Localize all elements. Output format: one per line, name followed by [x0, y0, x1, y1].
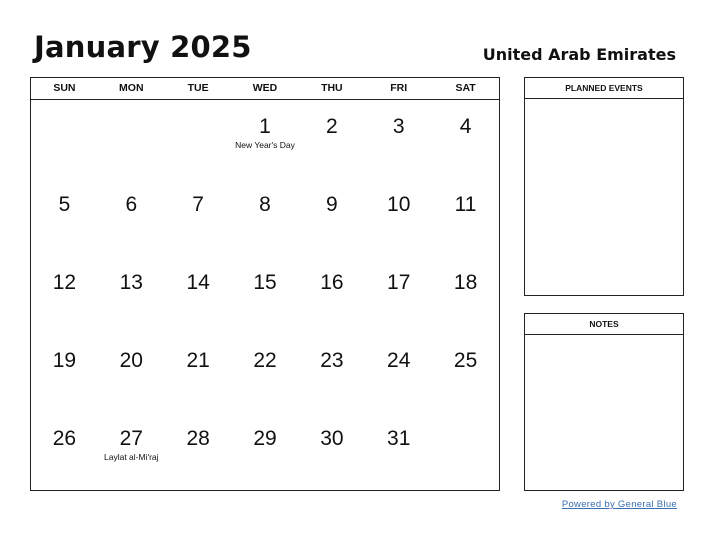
calendar-day-cell — [232, 334, 299, 412]
calendar-day-cell — [98, 256, 165, 334]
calendar-day-cell — [432, 334, 499, 412]
calendar-day-cell — [232, 100, 299, 178]
weekday-fri: FRI — [390, 82, 408, 94]
day-number: 10 — [387, 193, 411, 216]
weekday-tue: TUE — [187, 82, 209, 94]
calendar-day-cell — [365, 178, 432, 256]
calendar-day-cell — [31, 100, 98, 178]
calendar-week-row — [31, 256, 499, 334]
day-number: 9 — [326, 193, 338, 216]
weekday-sat: SAT — [455, 82, 476, 94]
day-number: 1 — [259, 115, 271, 138]
calendar-day-cell — [31, 256, 98, 334]
calendar-day-cell — [365, 334, 432, 412]
calendar-grid — [30, 77, 500, 491]
calendar-day-cell — [232, 256, 299, 334]
day-number: 7 — [192, 193, 204, 216]
calendar-day-cell — [298, 100, 365, 178]
day-number: 26 — [52, 427, 77, 450]
weekday-wed: WED — [252, 82, 278, 94]
calendar-day-cell — [365, 412, 432, 490]
holiday-label: New Year's Day — [235, 140, 295, 150]
weekday-sun: SUN — [53, 82, 76, 94]
calendar-day-cell — [98, 178, 165, 256]
day-number: 4 — [459, 115, 472, 138]
calendar-day-cell — [232, 178, 299, 256]
calendar-day-cell — [432, 178, 499, 256]
planned-events-title: PLANNED EVENTS — [525, 78, 683, 99]
powered-by-link[interactable]: Powered by General Blue — [561, 499, 677, 510]
day-number: 27 — [119, 427, 143, 450]
calendar-day-cell — [165, 100, 232, 178]
calendar-day-cell — [365, 256, 432, 334]
calendar-day-cell — [31, 334, 98, 412]
notes-title: NOTES — [525, 314, 683, 335]
day-number: 30 — [320, 427, 344, 450]
day-number: 16 — [320, 271, 344, 294]
holiday-label: Laylat al-Mi'raj — [104, 452, 159, 462]
calendar-week-row — [31, 412, 499, 490]
country-name: United Arab Emirates — [482, 45, 676, 64]
calendar-day-cell — [31, 412, 98, 490]
calendar-week-row — [31, 100, 499, 178]
day-number: 31 — [387, 427, 411, 450]
day-number: 22 — [253, 349, 277, 372]
notes-panel — [524, 313, 684, 491]
calendar-day-cell — [298, 178, 365, 256]
day-number: 18 — [453, 271, 478, 294]
day-number: 8 — [259, 193, 271, 216]
weekday-header-row — [31, 78, 499, 100]
calendar-day-cell — [365, 100, 432, 178]
day-number: 12 — [52, 271, 77, 294]
day-number: 20 — [119, 349, 143, 372]
calendar-day-cell — [98, 412, 165, 490]
calendar-week-row — [31, 178, 499, 256]
day-number: 21 — [186, 349, 210, 372]
day-number: 23 — [320, 349, 344, 372]
planned-events-panel — [524, 77, 684, 296]
day-number: 3 — [392, 115, 405, 138]
day-number: 29 — [253, 427, 277, 450]
calendar-day-cell — [232, 412, 299, 490]
calendar-day-cell — [165, 334, 232, 412]
calendar-day-cell — [432, 100, 499, 178]
day-number: 28 — [186, 427, 210, 450]
calendar-day-cell — [165, 256, 232, 334]
calendar-day-cell — [165, 178, 232, 256]
calendar-day-cell — [298, 412, 365, 490]
day-number: 19 — [52, 349, 77, 372]
day-number: 17 — [387, 271, 411, 294]
day-number: 15 — [253, 271, 277, 294]
weekday-mon: MON — [119, 82, 144, 94]
day-number: 11 — [454, 193, 477, 216]
calendar-day-cell — [165, 412, 232, 490]
weekday-thu: THU — [321, 82, 343, 94]
calendar-day-cell — [98, 334, 165, 412]
day-number: 13 — [119, 271, 143, 294]
day-number: 6 — [125, 193, 138, 216]
day-number: 5 — [58, 193, 71, 216]
calendar-day-cell — [98, 100, 165, 178]
calendar-day-cell — [298, 334, 365, 412]
day-number: 25 — [453, 349, 478, 372]
day-number: 2 — [326, 115, 338, 138]
calendar-day-cell — [432, 256, 499, 334]
month-title: January 2025 — [34, 30, 252, 64]
calendar-day-cell — [31, 178, 98, 256]
calendar-weeks — [31, 100, 499, 490]
calendar-day-cell — [432, 412, 499, 490]
calendar-week-row — [31, 334, 499, 412]
day-number: 14 — [186, 271, 210, 294]
day-number: 24 — [387, 349, 411, 372]
calendar-day-cell — [298, 256, 365, 334]
